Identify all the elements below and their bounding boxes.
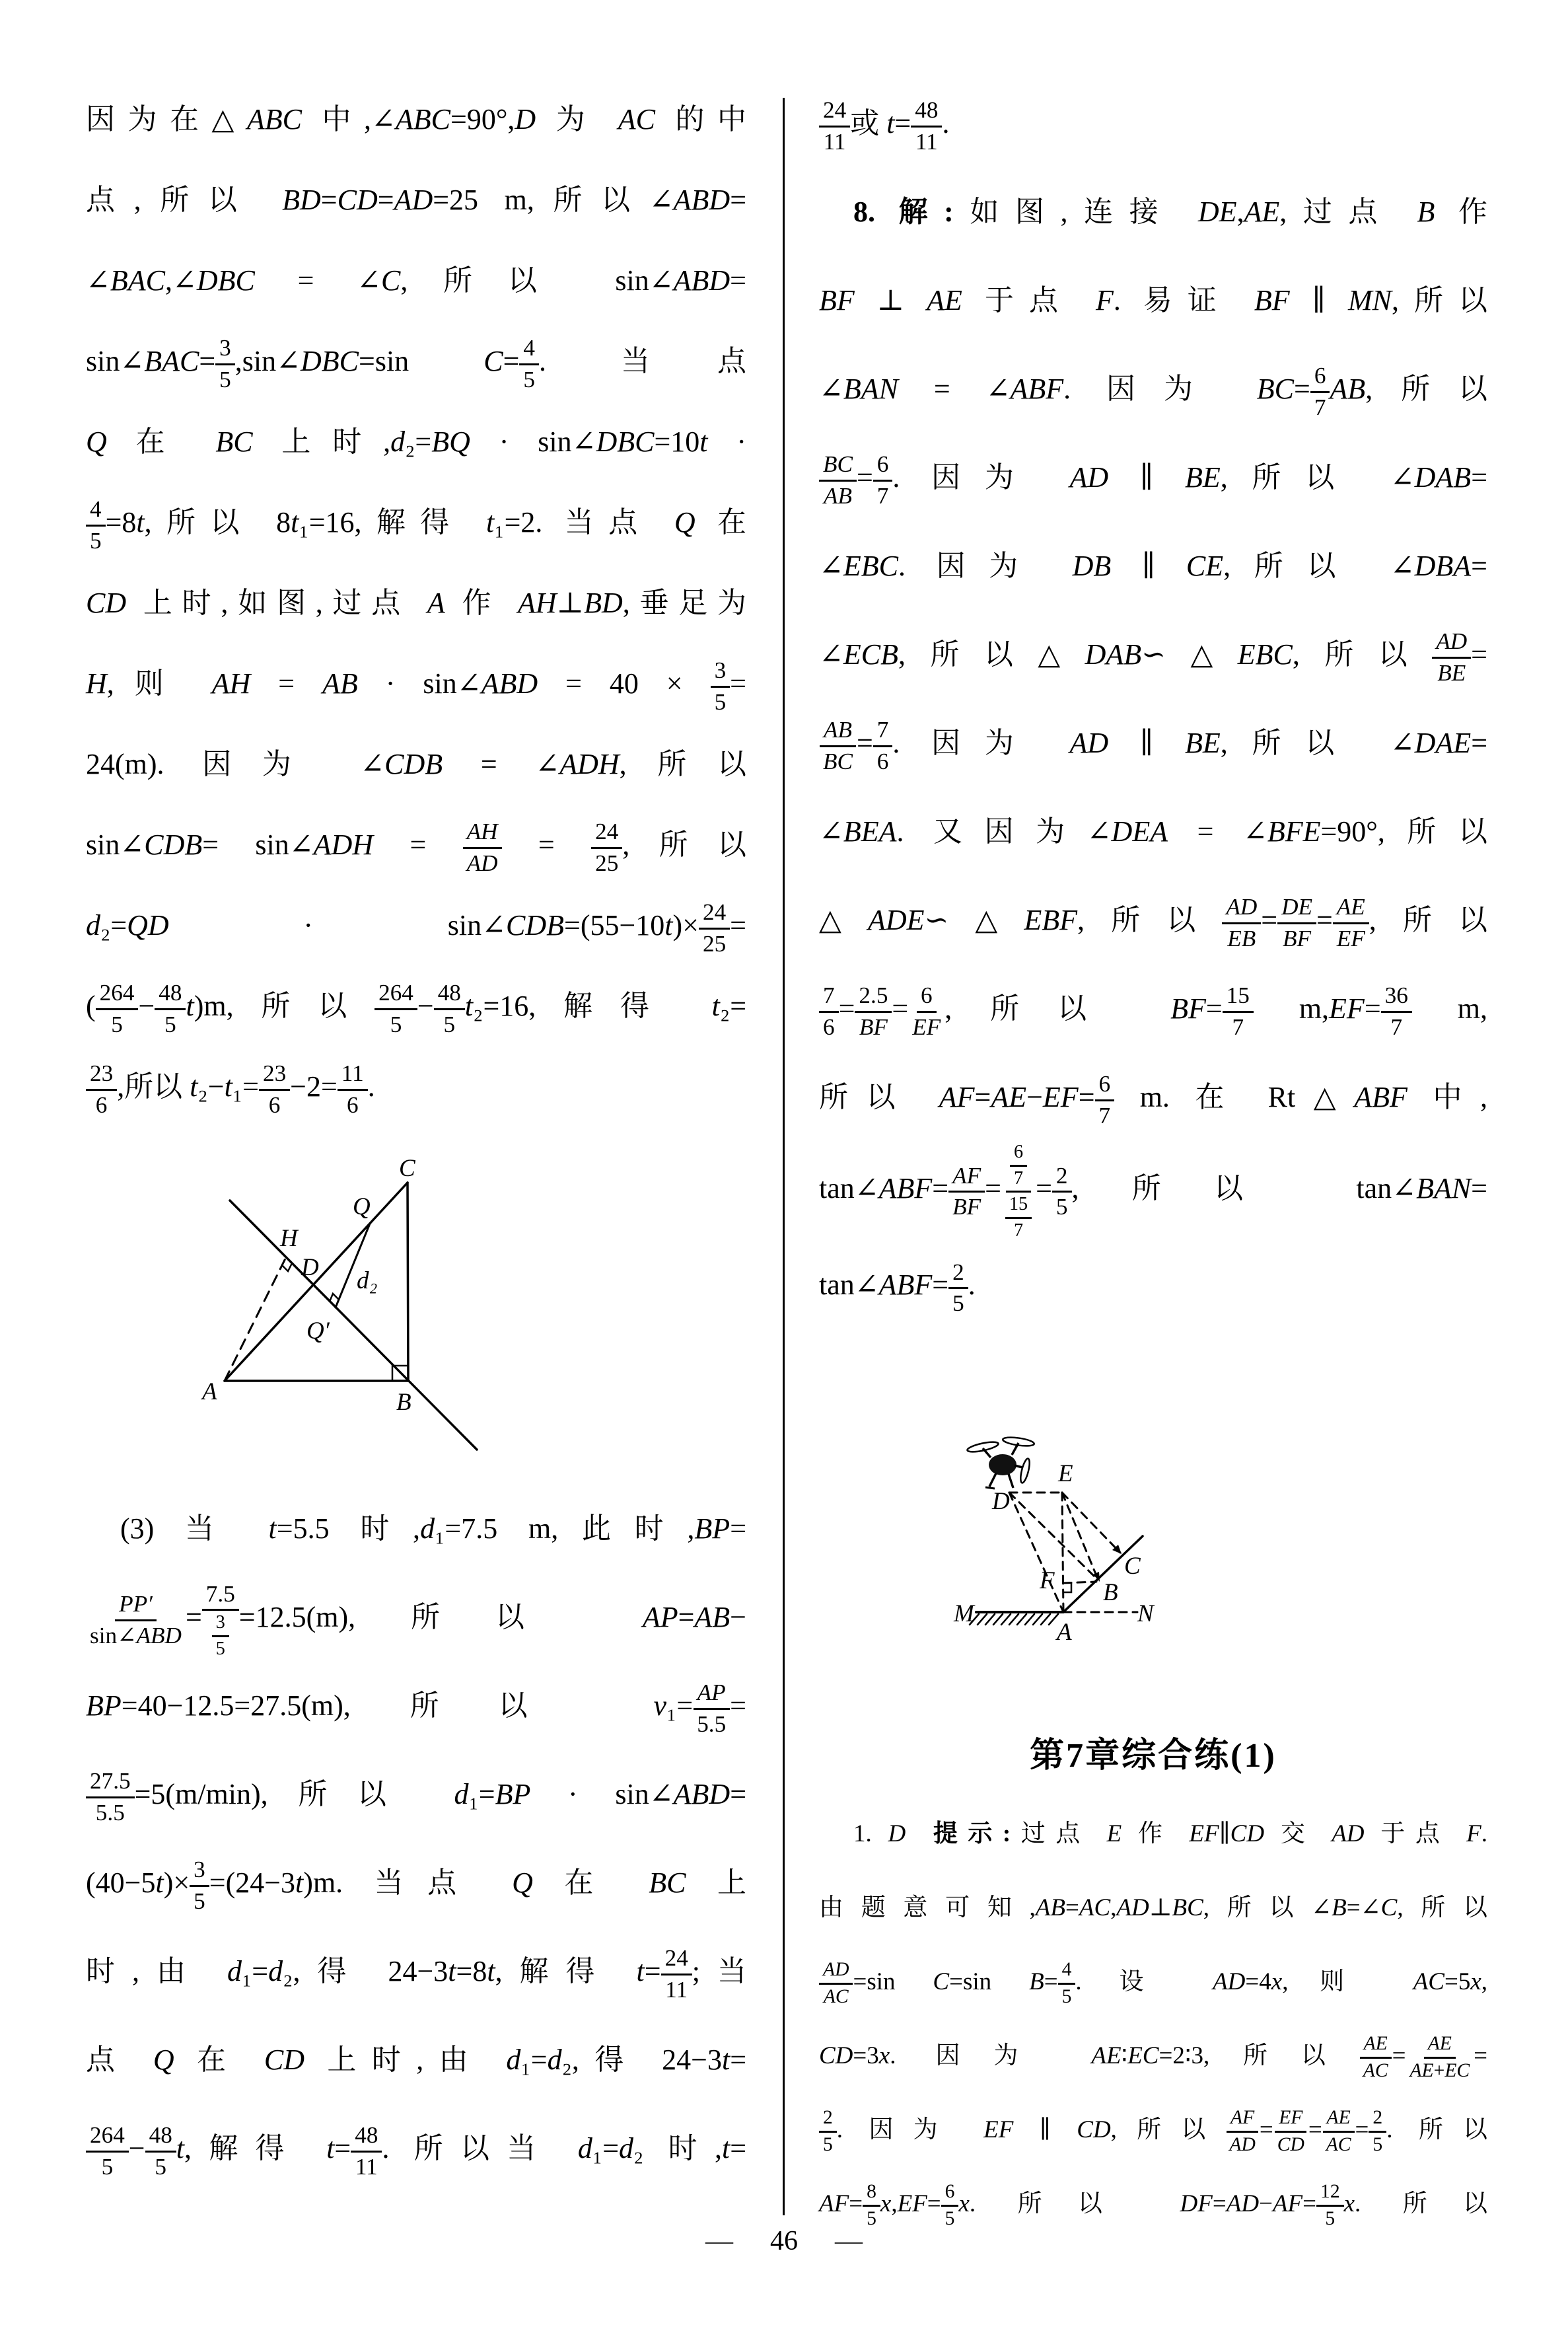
triangle-label-a: A: [202, 1378, 217, 1405]
math-line: BP=40−12.5=27.5(m),所以 v₁= $\frac{AP}{5.5}$ =: [86, 1679, 746, 1737]
problem-1-line: [819, 1797, 1487, 1871]
math-segment: 如图,连接 DE,AE,过点 B 作: [953, 196, 1488, 228]
math-line: $\frac{AB}{BC}$ = $\frac{7}{6}$ . 因为 AD ∥ BE,所以 ∠DAE=: [819, 699, 1487, 788]
arrowheads: [1093, 1545, 1122, 1582]
left-column: [86, 79, 746, 2193]
triangle-figure: [198, 1158, 746, 1458]
dashed-EB: [1062, 1493, 1098, 1580]
math-line: CD=3x. 因为 AE∶EC=2∶3,所以 $\frac{AE}{AC}$ = $\frac{AE}{AE+EC}$ =: [819, 2032, 1488, 2082]
math-line: 所以 AF=AE−EF= $\frac{6}{7}$ m. 在 Rt△ABF 中,: [819, 1071, 1488, 1128]
triangle-label-q: Q: [353, 1193, 371, 1220]
math-line: ∠ECB,所以△DAB∽△EBC,所以 $\frac{AD}{BE}$ =: [819, 628, 1487, 686]
math-line: 因为在△ABC 中,∠ABC=90°,D 为 AC 的中: [86, 103, 747, 135]
math-line: 点 Q 在 CD 上时,由 d₁=d₂,得 24−3t=: [86, 2044, 747, 2076]
math-line: sin∠CDB= sin∠ADH = $\frac{AH}{AD}$ = $\frac{24}{25}$ ,所以: [86, 819, 746, 876]
math-line: ∠BEA. 又因为∠DEA = ∠BFE=90°,所以: [819, 815, 1487, 848]
triangle-label-d: D: [301, 1254, 319, 1281]
triangle-label-b: B: [396, 1389, 411, 1416]
math-line: tan∠ABF= $\frac{AF}{BF}$ = $\frac{\frac{6}{7}}{\frac{15}{7}}$ = $\frac{2}{5}$ ,所以 tan∠BAN=: [819, 1142, 1487, 1241]
drone-label-e: E: [1058, 1460, 1073, 1488]
math-line: tan∠ABF= $\frac{2}{5}$ .: [819, 1259, 976, 1317]
dashed-FB: [1063, 1582, 1096, 1583]
math-line: sin∠BAC= $\frac{3}{5}$ ,sin∠DBC=sin C= $\frac{4}{5}$ . 当点: [86, 335, 747, 392]
right-angle-F: [1063, 1583, 1071, 1592]
math-line: AF= $\frac{8}{5}$ x,EF= $\frac{6}{5}$ x. 所以 DF=AD−AF= $\frac{12}{5}$ x. 所以: [819, 2180, 1487, 2230]
drone-label-m: M: [954, 1600, 974, 1628]
dashed-EC: [1062, 1493, 1120, 1553]
solution-8-number: 8. 解:: [853, 196, 954, 228]
math-line: $\frac{24}{11}$ 或 t= $\frac{48}{11}$ .: [819, 79, 1487, 168]
math-line: $\frac{27.5}{5.5}$ =5(m/min),所以 d₁=BP · sin∠ABD=: [86, 1750, 746, 1839]
math-line: ∠EBC. 因为 DB ∥ CE,所以 ∠DBA=: [819, 550, 1487, 582]
math-line: H,则 AH = AB · sin∠ABD = 40 × $\frac{3}{5}$ =: [86, 657, 746, 715]
triangle-diagram: [198, 1158, 489, 1455]
math-line: $\frac{4}{5}$ =8t,所以 8t₁=16,解得 t₁=2. 当点 Q 在: [86, 482, 746, 563]
math-line: 由题意可知,AB=AC,AD⊥BC,所以∠B=∠C,所以: [819, 1894, 1488, 1921]
math-line: △ADE∽△EBF,所以 $\frac{AD}{EB}$ = $\frac{DE}{BF}$ = $\frac{AE}{EF}$ ,所以: [819, 894, 1487, 951]
triangle-lines: [225, 1183, 477, 1450]
footer-left-dash: —: [705, 2226, 733, 2256]
math-line: d₂=QD · sin∠CDB=(55−10t)× $\frac{24}{25}$ =: [86, 899, 746, 957]
math-line: 点,所以 BD=CD=AD=25 m,所以∠ABD=: [86, 184, 747, 216]
column-divider: [783, 98, 785, 2215]
drone-label-b: B: [1103, 1579, 1118, 1607]
math-line: $\frac{23}{6}$ ,所以 t₂−t₁= $\frac{23}{6}$ −2= $\frac{11}{6}$ .: [86, 1047, 746, 1127]
page-footer: [0, 2225, 1568, 2257]
math-line: 时,由 d₁=d₂,得 24−3t=8t,解得 t= $\frac{24}{11}$ ;当: [86, 1945, 746, 2003]
triangle-labels: [200, 1158, 416, 1416]
drone-label-a: A: [1057, 1619, 1072, 1646]
math-line: Q 在 BC 上时,d₂=BQ · sin∠DBC=10t ·: [86, 425, 747, 458]
math-line: (3) 当 t=5.5 时,d₁=7.5 m,此时,BP=: [120, 1512, 747, 1545]
footer-right-dash: —: [835, 2226, 863, 2256]
math-line: $\frac{7}{6}$ = $\frac{2.5}{BF}$ = $\frac{6}{EF}$ ,所以 BF= $\frac{15}{7}$ m,EF= $\frac{36}{7}$ m,: [819, 965, 1487, 1053]
hint-label: 提示:: [923, 1820, 1011, 1847]
drone-label-n: N: [1137, 1600, 1154, 1628]
drone-diagram: [944, 1430, 1209, 1654]
segment-QQprime: [336, 1224, 370, 1308]
page-number: 46: [770, 2226, 798, 2256]
math-line: ∠BAC,∠DBC = ∠C,所以 sin∠ABD=: [86, 264, 746, 297]
drone-label-f: F: [1040, 1567, 1055, 1595]
dashed-EA: [1062, 1493, 1063, 1612]
math-line: $\frac{AD}{AC}$ =sin C=sin B= $\frac{4}{5}$ . 设 AD=4x,则 AC=5x,: [819, 1945, 1487, 2019]
dashed-DA: [1009, 1493, 1063, 1612]
drone-icon: [966, 1436, 1034, 1489]
math-line: ∠BAN = ∠ABF. 因为 BC= $\frac{6}{7}$ AB,所以: [819, 363, 1488, 420]
triangle-label-qprime: Q′: [306, 1317, 330, 1345]
dashed-AH: [225, 1257, 286, 1381]
drone-label-c: C: [1124, 1553, 1141, 1580]
math-line: $\frac{PP'}{\text{sin∠ABD}}$ = $\frac{7.5}{\frac{3}{5}}$ =12.5(m),所以 AP=AB−: [90, 1580, 746, 1659]
triangle-label-c: C: [399, 1158, 415, 1182]
line-HDB-extended: [230, 1200, 477, 1450]
math-line: BF ⊥ AE 于点 F. 易证 BF ∥ MN,所以: [819, 284, 1488, 316]
math-line: $\frac{264}{5}$ − $\frac{48}{5}$ t,解得 t= $\frac{48}{11}$ . 所以当 d₁=d₂ 时,t=: [86, 2104, 746, 2193]
math-line: (40−5t)× $\frac{3}{5}$ =(24−3t)m. 当点 Q 在 BC 上: [86, 1857, 747, 1914]
triangle-label-h: H: [280, 1225, 298, 1252]
triangle-label-d2: d₂: [357, 1267, 378, 1294]
math-line: 24(m). 因为 ∠CDB = ∠ADH,所以: [86, 748, 746, 780]
math-line: $\frac{BC}{AB}$ = $\frac{6}{7}$ . 因为 AD ∥ BE,所以 ∠DAB=: [819, 433, 1487, 522]
ground-hatching: [970, 1614, 1058, 1625]
right-column: [819, 79, 1487, 2241]
drone-figure: [944, 1430, 1487, 1658]
math-line: ( $\frac{264}{5}$ − $\frac{48}{5}$ t)m,所以 $\frac{264}{5}$ − $\frac{48}{5}$ t₂=16,解得 t₂=: [86, 980, 747, 1037]
math-line: $\frac{2}{5}$ . 因为 EF ∥ CD,所以 $\frac{AF}{AD}$ = $\frac{EF}{CD}$ = $\frac{AE}{AC}$ = $\frac{2}{5}$ . 所以: [819, 2093, 1487, 2167]
section-header: 第7章综合练(1): [1030, 1737, 1277, 1775]
solution-8-line: [819, 168, 1487, 256]
math-line: CD 上时,如图,过点 A 作 AH⊥BD,垂足为: [86, 587, 747, 619]
problem-1-answer: 1. D: [853, 1820, 906, 1847]
drone-label-d: D: [992, 1488, 1010, 1516]
math-segment: 过点 E 作 EF∥CD 交 AD 于点 F.: [1011, 1820, 1488, 1847]
